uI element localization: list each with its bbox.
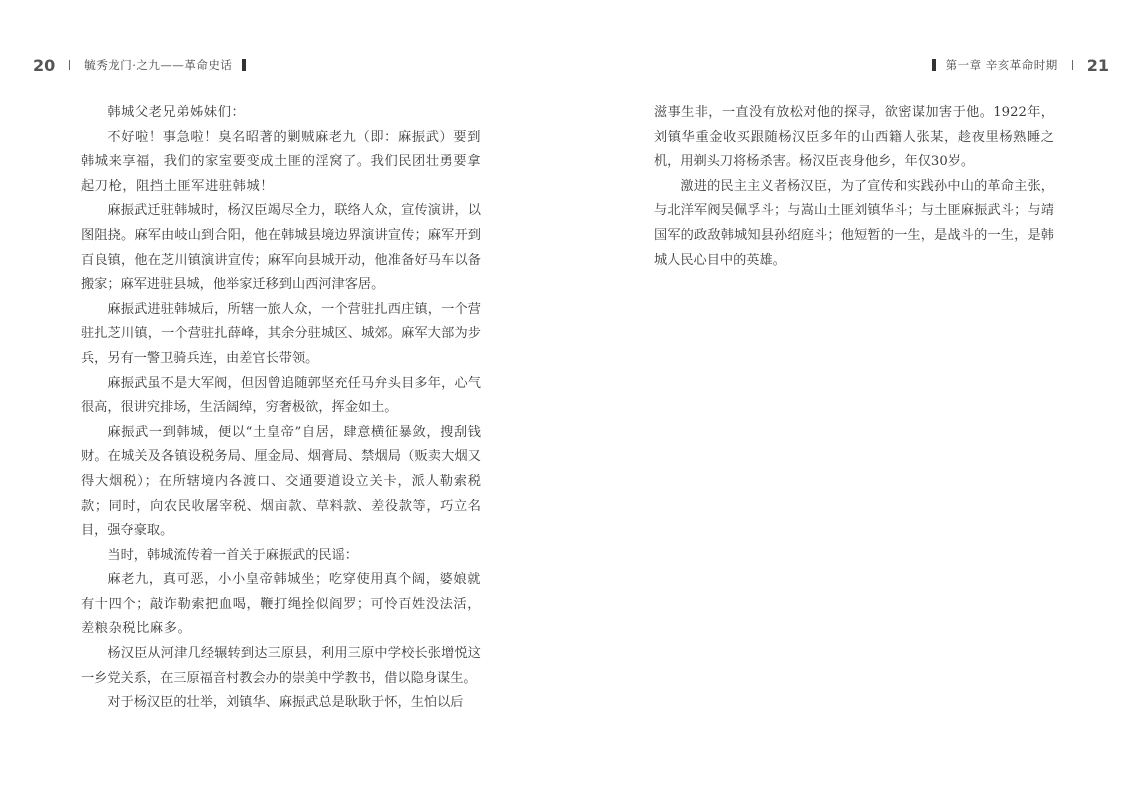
paragraph: 麻振武一到韩城，便以“土皇帝”自居，肆意横征暴敛，搜刮钱财。在城关及各镇设税务局、厘金局、烟膏局、禁烟局（贩卖大烟又得大烟税）；在所辖境内各渡口、交通要道设立关卡，派人勒索税款；同时，向农民收屠宰税、烟亩款、草料款、差役款等，巧立名目，强夺豪取。 <box>81 424 481 539</box>
left-page-body <box>81 101 481 716</box>
right-running-title: 第一章 辛亥革命时期 <box>945 58 1058 72</box>
paragraph: 麻振武进驻韩城后，所辖一旅人众，一个营驻扎西庄镇，一个营驻扎芝川镇，一个营驻扎薛峰，其余分驻城区、城郊。麻军大部为步兵，另有一警卫骑兵连，由差官长带领。 <box>81 301 481 366</box>
paragraph: 激进的民主主义者杨汉臣，为了宣传和实践孙中山的革命主张，与北洋军阀吴佩孚斗；与嵩山土匪刘镇华斗；与土匪麻振武斗；与靖国军的政敌韩城知县孙绍庭斗；他短暂的一生，是战斗的一生，是韩城人民心目中的英雄。 <box>654 178 1054 268</box>
paragraph: 对于杨汉臣的壮举，刘镇华、麻振武总是耿耿于怀，生怕以后 <box>107 695 464 711</box>
paragraph: 杨汉臣从河津几经辗转到达三原县，利用三原中学校长张增悦这一乡党关系，在三原福音村教会办的崇美中学教书，借以隐身谋生。 <box>81 646 481 686</box>
header-bar-mark <box>242 59 246 71</box>
left-page-header <box>33 55 256 75</box>
left-page-number: 20 <box>33 55 56 75</box>
paragraph: 当时，韩城流传着一首关于麻振武的民谣： <box>107 547 358 563</box>
header-divider <box>69 60 70 70</box>
folk-rhyme: 麻老九，真可恶，小小皇帝韩城坐；吃穿使用真个阔，婆娘就有十四个；敲诈勒索把血喝，鞭打绳拴似阎罗；可怜百姓没法活，差粮杂税比麻多。 <box>81 572 481 637</box>
header-divider <box>1072 60 1073 70</box>
paragraph-continued: 滋事生非，一直没有放松对他的探寻，欲密谋加害于他。1922年，刘镇华重金收买跟随杨汉臣多年的山西籍人张某，趁夜里杨熟睡之机，用剃头刀将杨杀害。杨汉臣丧身他乡，年仅30岁。 <box>654 105 1054 170</box>
letter-salutation: 韩城父老兄弟姊妹们： <box>107 105 246 120</box>
right-page-header <box>922 55 1109 75</box>
left-running-title: 毓秀龙门·之九——革命史话 <box>84 58 233 72</box>
header-bar-mark <box>932 59 936 71</box>
paragraph: 麻振武迁驻韩城时，杨汉臣竭尽全力，联络人众，宣传演讲，以图阻挠。麻军由岐山到合阳，他在韩城县境边界演讲宣传；麻军开到百良镇，他在芝川镇演讲宣传；麻军向县城开动，他准备好马车以备搬家；麻军进驻县城，他举家迁移到山西河津客居。 <box>81 203 481 293</box>
letter-body: 不好啦！事急啦！臭名昭著的剿贼麻老九（即：麻振武）要到韩城来享福，我们的家室要变成土匪的淫窝了。我们民团壮勇要拿起刀枪，阻挡土匪军进驻韩城！ <box>81 129 481 194</box>
right-page-body <box>654 101 1054 273</box>
paragraph: 麻振武虽不是大军阀，但因曾追随郭坚充任马弁头目多年，心气很高，很讲究排场，生活阔绰，穷奢极欲，挥金如土。 <box>81 375 481 416</box>
right-page-number: 21 <box>1086 55 1109 75</box>
